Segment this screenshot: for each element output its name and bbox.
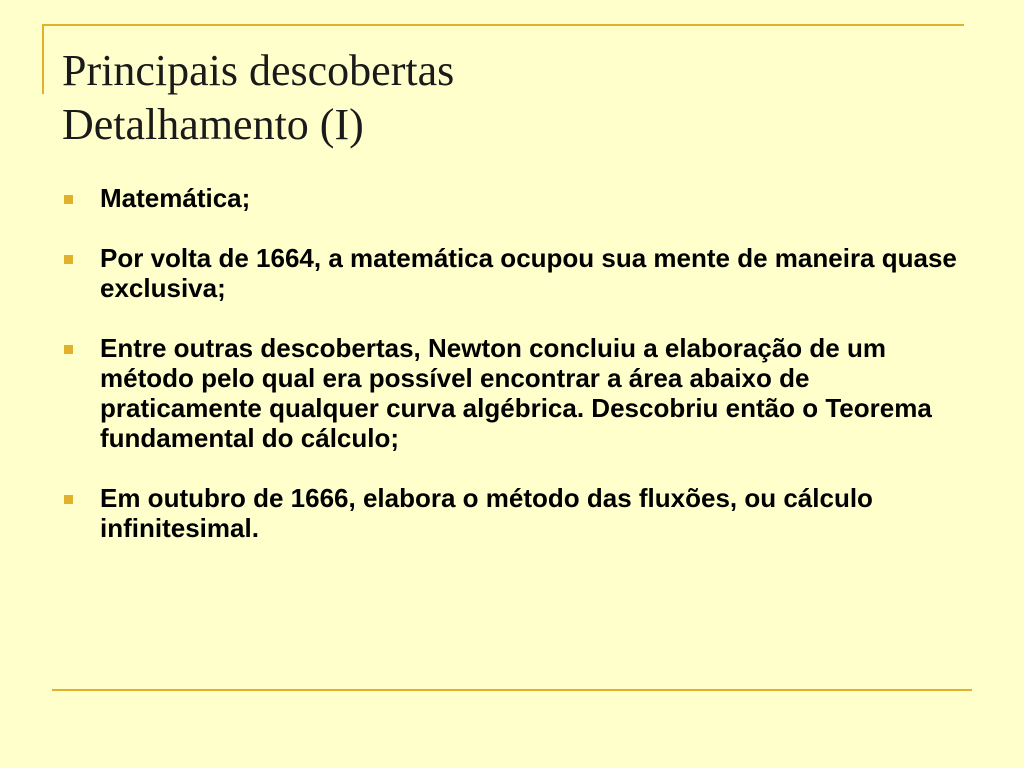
square-bullet-icon [64,195,73,204]
bottom-rule [52,689,972,691]
title-line-2: Detalhamento (I) [62,100,364,149]
bullet-text: Matemática; [100,183,251,213]
bullet-list [64,183,964,573]
bullet-item [64,483,964,543]
bullet-text: Entre outras descobertas, Newton concluiu a elaboração de um método pelo qual era possível encontrar a área abaixo de praticamente qualquer curva algébrica. Descobriu então o Teorema fundamental do cálculo; [100,333,932,453]
slide-title [62,44,962,152]
square-bullet-icon [64,255,73,264]
square-bullet-icon [64,345,73,354]
bullet-item [64,183,964,213]
title-line-1: Principais descobertas [62,46,455,95]
bullet-text: Por volta de 1664, a matemática ocupou sua mente de maneira quase exclusiva; [100,243,957,303]
bullet-item [64,333,964,453]
bullet-text: Em outubro de 1666, elabora o método das fluxões, ou cálculo infinitesimal. [100,483,873,543]
bullet-item [64,243,964,303]
square-bullet-icon [64,495,73,504]
top-rule [42,24,964,26]
left-rule [42,24,44,94]
